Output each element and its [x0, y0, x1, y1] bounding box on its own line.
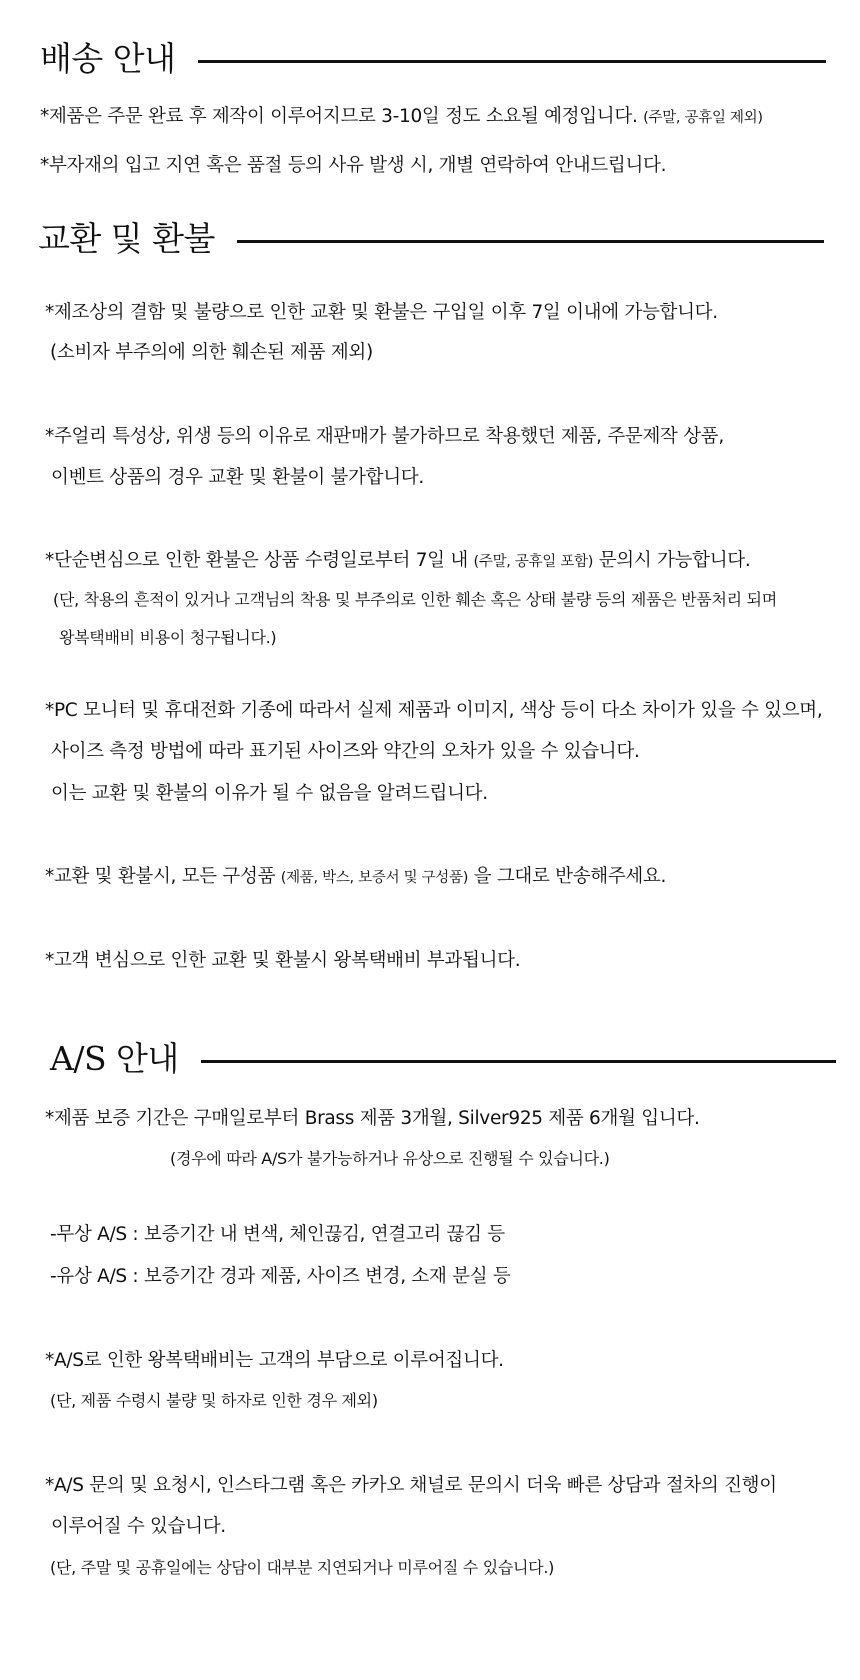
section-divider	[237, 240, 824, 243]
section-divider	[201, 1060, 836, 1063]
delivery-line-2: *부자재의 입고 지연 혹은 품절 등의 사유 발생 시, 개별 연락하여 안내드립니다.	[40, 155, 667, 176]
exchange-p4-line-1: *PC 모니터 및 휴대전화 기종에 따라서 실제 제품과 이미지, 색상 등이 다소 차이가 있을 수 있으며,	[45, 700, 823, 721]
exchange-p3-line-3: 왕복택배비 비용이 청구됩니다.)	[59, 628, 277, 647]
section-title: 교환 및 환불	[38, 219, 215, 258]
exchange-p6: *고객 변심으로 인한 교환 및 환불시 왕복택배비 부과됩니다.	[45, 950, 521, 971]
exchange-p1-line-2: (소비자 부주의에 의한 훼손된 제품 제외)	[50, 342, 373, 363]
section-heading-as	[50, 1039, 836, 1078]
exchange-p2-line-2: 이벤트 상품의 경우 교환 및 환불이 불가합니다.	[51, 467, 424, 488]
exchange-p2-line-1: *주얼리 특성상, 위생 등의 이유로 재판매가 불가하므로 착용했던 제품, 주문제작 상품,	[45, 426, 724, 447]
as-p3-line-3: (단, 주말 및 공휴일에는 상담이 대부분 지연되거나 미루어질 수 있습니다.)	[50, 1558, 555, 1577]
as-p3-line-2: 이루어질 수 있습니다.	[51, 1516, 226, 1537]
exchange-p5: *교환 및 환불시, 모든 구성품 (제품, 박스, 보증서 및 구성품) 을 그대로 반송해주세요.	[45, 866, 667, 887]
exchange-p1-line-1: *제조상의 결함 및 불량으로 인한 교환 및 환불은 구입일 이후 7일 이내에 가능합니다.	[45, 302, 718, 323]
section-heading-exchange	[38, 219, 824, 258]
exchange-p4-line-2: 사이즈 측정 방법에 따라 표기된 사이즈와 약간의 오차가 있을 수 있습니다.	[51, 741, 640, 762]
exchange-p3-line-1: *단순변심으로 인한 환불은 상품 수령일로부터 7일 내 (주말, 공휴일 포함) 문의시 가능합니다.	[45, 550, 751, 571]
section-title: 배송 안내	[40, 39, 176, 78]
as-paid: -유상 A/S : 보증기간 경과 제품, 사이즈 변경, 소재 분실 등	[50, 1266, 511, 1287]
section-title: A/S 안내	[50, 1039, 179, 1078]
as-p2-line-1: *A/S로 인한 왕복택배비는 고객의 부담으로 이루어집니다.	[45, 1350, 504, 1371]
as-p1-line-1: *제품 보증 기간은 구매일로부터 Brass 제품 3개월, Silver925 제품 6개월 입니다.	[45, 1108, 700, 1129]
exchange-p4-line-3: 이는 교환 및 환불의 이유가 될 수 없음을 알려드립니다.	[51, 783, 488, 804]
as-free: -무상 A/S : 보증기간 내 변색, 체인끊김, 연결고리 끊김 등	[50, 1224, 505, 1245]
as-p2-line-2: (단, 제품 수령시 불량 및 하자로 인한 경우 제외)	[50, 1391, 378, 1410]
exchange-p3-line-2: (단, 착용의 흔적이 있거나 고객님의 착용 및 부주의로 인한 훼손 혹은 상태 불량 등의 제품은 반품처리 되며	[53, 590, 777, 609]
as-p1-line-2: (경우에 따라 A/S가 불가능하거나 유상으로 진행될 수 있습니다.)	[170, 1149, 610, 1168]
section-divider	[198, 60, 826, 63]
as-p3-line-1: *A/S 문의 및 요청시, 인스타그램 혹은 카카오 채널로 문의시 더욱 빠른 상담과 절차의 진행이	[45, 1475, 777, 1496]
section-heading-delivery	[40, 39, 826, 78]
delivery-line-1: *제품은 주문 완료 후 제작이 이루어지므로 3-10일 정도 소요될 예정입니다. (주말, 공휴일 제외)	[40, 106, 763, 127]
